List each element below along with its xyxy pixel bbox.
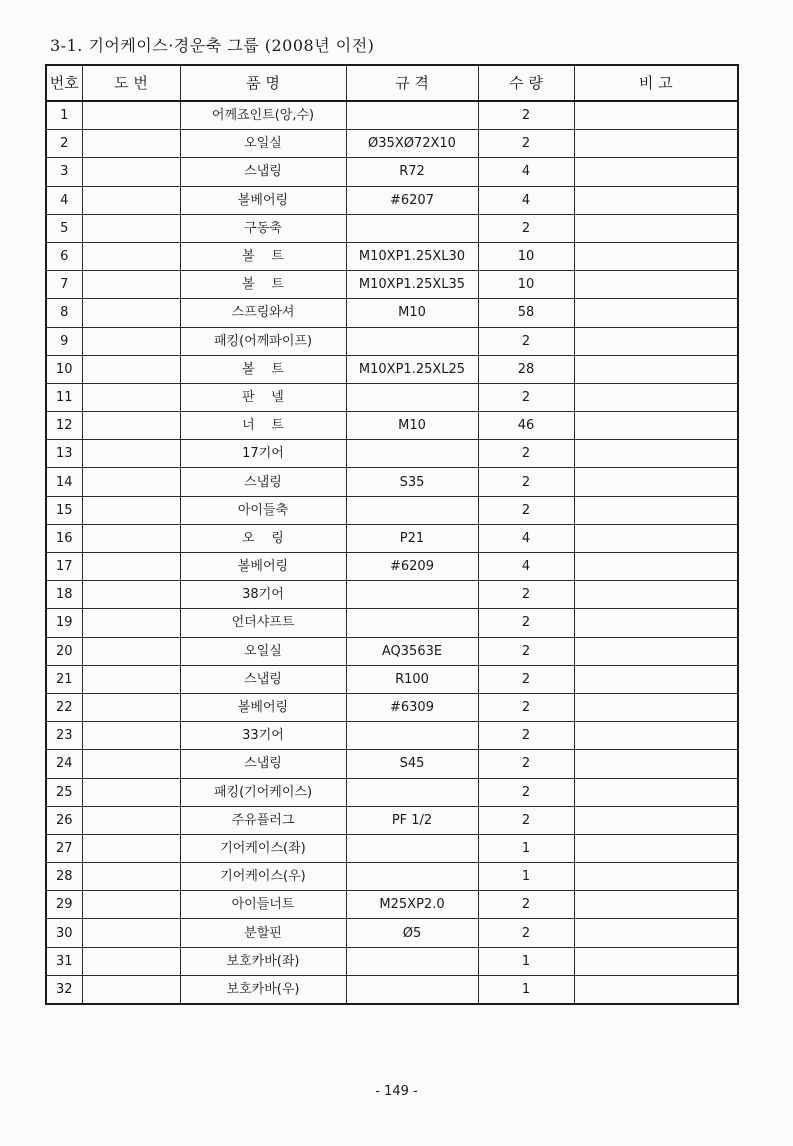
cell-name: 볼 트 — [180, 271, 346, 299]
cell-note — [574, 609, 738, 637]
cell-no: 6 — [46, 242, 82, 270]
cell-spec: R100 — [346, 665, 478, 693]
cell-spec: M10XP1.25XL25 — [346, 355, 478, 383]
cell-qty: 2 — [478, 665, 574, 693]
cell-drawing — [82, 101, 180, 130]
cell-no: 5 — [46, 214, 82, 242]
cell-qty: 46 — [478, 412, 574, 440]
cell-note — [574, 637, 738, 665]
cell-note — [574, 242, 738, 270]
table-row — [46, 158, 738, 186]
parts-table — [45, 64, 739, 1005]
cell-no: 18 — [46, 581, 82, 609]
cell-no: 13 — [46, 440, 82, 468]
table-row — [46, 383, 738, 411]
cell-note — [574, 778, 738, 806]
cell-drawing — [82, 581, 180, 609]
cell-spec — [346, 440, 478, 468]
cell-name: 스프링와셔 — [180, 299, 346, 327]
cell-drawing — [82, 130, 180, 158]
cell-spec — [346, 214, 478, 242]
header-drawing: 도 번 — [82, 65, 180, 101]
cell-note — [574, 524, 738, 552]
cell-spec — [346, 581, 478, 609]
cell-spec: Ø35XØ72X10 — [346, 130, 478, 158]
cell-name: 기어케이스(우) — [180, 863, 346, 891]
cell-name: 볼베어링 — [180, 553, 346, 581]
cell-note — [574, 806, 738, 834]
cell-note — [574, 299, 738, 327]
cell-drawing — [82, 271, 180, 299]
cell-no: 12 — [46, 412, 82, 440]
cell-drawing — [82, 242, 180, 270]
table-row — [46, 355, 738, 383]
cell-note — [574, 440, 738, 468]
cell-note — [574, 214, 738, 242]
cell-drawing — [82, 693, 180, 721]
cell-note — [574, 327, 738, 355]
cell-note — [574, 975, 738, 1004]
cell-spec — [346, 863, 478, 891]
cell-note — [574, 665, 738, 693]
table-row — [46, 863, 738, 891]
table-row — [46, 947, 738, 975]
table-row — [46, 553, 738, 581]
cell-qty: 2 — [478, 496, 574, 524]
cell-no: 8 — [46, 299, 82, 327]
cell-no: 25 — [46, 778, 82, 806]
cell-name: 어께죠인트(앙,수) — [180, 101, 346, 130]
cell-qty: 2 — [478, 101, 574, 130]
cell-no: 29 — [46, 891, 82, 919]
table-row — [46, 242, 738, 270]
table-row — [46, 891, 738, 919]
table-row — [46, 750, 738, 778]
cell-note — [574, 891, 738, 919]
cell-spec — [346, 722, 478, 750]
cell-no: 15 — [46, 496, 82, 524]
cell-no: 9 — [46, 327, 82, 355]
cell-spec — [346, 383, 478, 411]
cell-spec: M10 — [346, 299, 478, 327]
cell-spec: S45 — [346, 750, 478, 778]
cell-no: 23 — [46, 722, 82, 750]
cell-spec: PF 1/2 — [346, 806, 478, 834]
cell-spec — [346, 947, 478, 975]
cell-name: 아이들너트 — [180, 891, 346, 919]
cell-spec — [346, 496, 478, 524]
cell-note — [574, 412, 738, 440]
table-header-row — [46, 65, 738, 101]
table-row — [46, 468, 738, 496]
cell-note — [574, 834, 738, 862]
table-row — [46, 609, 738, 637]
table-body — [46, 101, 738, 1004]
table-row — [46, 524, 738, 552]
cell-no: 26 — [46, 806, 82, 834]
cell-note — [574, 750, 738, 778]
cell-name: 주유플러그 — [180, 806, 346, 834]
cell-drawing — [82, 609, 180, 637]
cell-no: 17 — [46, 553, 82, 581]
cell-drawing — [82, 919, 180, 947]
cell-no: 10 — [46, 355, 82, 383]
cell-name: 아이들축 — [180, 496, 346, 524]
cell-drawing — [82, 299, 180, 327]
cell-spec: P21 — [346, 524, 478, 552]
cell-qty: 2 — [478, 440, 574, 468]
cell-no: 11 — [46, 383, 82, 411]
cell-no: 21 — [46, 665, 82, 693]
cell-drawing — [82, 412, 180, 440]
cell-drawing — [82, 440, 180, 468]
cell-name: 보호카바(우) — [180, 975, 346, 1004]
table-row — [46, 722, 738, 750]
cell-spec — [346, 327, 478, 355]
cell-name: 패킹(어께파이프) — [180, 327, 346, 355]
cell-drawing — [82, 891, 180, 919]
cell-name: 38기어 — [180, 581, 346, 609]
table-row — [46, 214, 738, 242]
cell-drawing — [82, 214, 180, 242]
cell-spec: #6207 — [346, 186, 478, 214]
cell-name: 볼 트 — [180, 355, 346, 383]
table-row — [46, 496, 738, 524]
cell-qty: 2 — [478, 581, 574, 609]
table-row — [46, 806, 738, 834]
cell-spec: AQ3563E — [346, 637, 478, 665]
table-row — [46, 327, 738, 355]
page-title: 3-1. 기어케이스·경운축 그룹 (2008년 이전) — [50, 36, 375, 55]
cell-qty: 1 — [478, 975, 574, 1004]
cell-note — [574, 693, 738, 721]
cell-spec: M10XP1.25XL35 — [346, 271, 478, 299]
header-name: 품 명 — [180, 65, 346, 101]
cell-note — [574, 863, 738, 891]
table-row — [46, 440, 738, 468]
cell-no: 7 — [46, 271, 82, 299]
cell-note — [574, 383, 738, 411]
cell-no: 1 — [46, 101, 82, 130]
cell-qty: 2 — [478, 891, 574, 919]
table-row — [46, 581, 738, 609]
table-row — [46, 919, 738, 947]
cell-no: 27 — [46, 834, 82, 862]
cell-no: 30 — [46, 919, 82, 947]
cell-name: 스냅링 — [180, 750, 346, 778]
cell-name: 언더샤프트 — [180, 609, 346, 637]
cell-spec: #6309 — [346, 693, 478, 721]
cell-drawing — [82, 158, 180, 186]
cell-no: 31 — [46, 947, 82, 975]
cell-note — [574, 553, 738, 581]
cell-drawing — [82, 975, 180, 1004]
cell-note — [574, 919, 738, 947]
cell-qty: 1 — [478, 947, 574, 975]
cell-drawing — [82, 778, 180, 806]
cell-spec — [346, 101, 478, 130]
cell-qty: 1 — [478, 863, 574, 891]
table-row — [46, 975, 738, 1004]
cell-qty: 2 — [478, 806, 574, 834]
cell-drawing — [82, 383, 180, 411]
cell-name: 기어케이스(좌) — [180, 834, 346, 862]
cell-spec: Ø5 — [346, 919, 478, 947]
table-row — [46, 101, 738, 130]
cell-spec: R72 — [346, 158, 478, 186]
cell-qty: 4 — [478, 158, 574, 186]
table-row — [46, 186, 738, 214]
cell-name: 33기어 — [180, 722, 346, 750]
cell-no: 28 — [46, 863, 82, 891]
cell-spec: M10 — [346, 412, 478, 440]
cell-note — [574, 186, 738, 214]
cell-qty: 2 — [478, 722, 574, 750]
cell-note — [574, 130, 738, 158]
cell-name: 볼베어링 — [180, 693, 346, 721]
cell-drawing — [82, 468, 180, 496]
table-row — [46, 665, 738, 693]
table-row — [46, 834, 738, 862]
cell-note — [574, 947, 738, 975]
cell-no: 32 — [46, 975, 82, 1004]
cell-no: 4 — [46, 186, 82, 214]
cell-note — [574, 158, 738, 186]
cell-name: 오 링 — [180, 524, 346, 552]
cell-drawing — [82, 355, 180, 383]
cell-spec: S35 — [346, 468, 478, 496]
cell-drawing — [82, 524, 180, 552]
cell-drawing — [82, 863, 180, 891]
cell-qty: 2 — [478, 214, 574, 242]
cell-no: 14 — [46, 468, 82, 496]
cell-note — [574, 271, 738, 299]
cell-spec — [346, 975, 478, 1004]
table-row — [46, 130, 738, 158]
cell-qty: 2 — [478, 383, 574, 411]
cell-drawing — [82, 947, 180, 975]
cell-spec: M25XP2.0 — [346, 891, 478, 919]
cell-drawing — [82, 496, 180, 524]
cell-qty: 2 — [478, 327, 574, 355]
cell-qty: 2 — [478, 919, 574, 947]
cell-drawing — [82, 665, 180, 693]
header-qty: 수 량 — [478, 65, 574, 101]
table-row — [46, 299, 738, 327]
cell-name: 17기어 — [180, 440, 346, 468]
cell-drawing — [82, 186, 180, 214]
cell-name: 볼 트 — [180, 242, 346, 270]
cell-qty: 10 — [478, 242, 574, 270]
cell-name: 패킹(기어케이스) — [180, 778, 346, 806]
cell-drawing — [82, 806, 180, 834]
cell-no: 3 — [46, 158, 82, 186]
cell-no: 19 — [46, 609, 82, 637]
cell-name: 분할핀 — [180, 919, 346, 947]
cell-qty: 2 — [478, 468, 574, 496]
cell-name: 스냅링 — [180, 468, 346, 496]
cell-no: 20 — [46, 637, 82, 665]
cell-note — [574, 101, 738, 130]
header-note: 비 고 — [574, 65, 738, 101]
cell-no: 16 — [46, 524, 82, 552]
cell-no: 22 — [46, 693, 82, 721]
cell-name: 보호카바(좌) — [180, 947, 346, 975]
page-number: - 149 - — [375, 1084, 418, 1099]
cell-drawing — [82, 722, 180, 750]
cell-note — [574, 581, 738, 609]
cell-no: 2 — [46, 130, 82, 158]
cell-name: 볼베어링 — [180, 186, 346, 214]
cell-drawing — [82, 553, 180, 581]
header-spec: 규 격 — [346, 65, 478, 101]
cell-drawing — [82, 327, 180, 355]
header-no: 번호 — [46, 65, 82, 101]
table-row — [46, 271, 738, 299]
cell-qty: 2 — [478, 693, 574, 721]
cell-qty: 2 — [478, 130, 574, 158]
cell-drawing — [82, 834, 180, 862]
cell-qty: 4 — [478, 524, 574, 552]
cell-spec — [346, 609, 478, 637]
cell-qty: 2 — [478, 778, 574, 806]
cell-name: 오일실 — [180, 130, 346, 158]
cell-qty: 28 — [478, 355, 574, 383]
cell-name: 스냅링 — [180, 665, 346, 693]
table-row — [46, 412, 738, 440]
cell-qty: 4 — [478, 186, 574, 214]
cell-drawing — [82, 637, 180, 665]
cell-drawing — [82, 750, 180, 778]
cell-note — [574, 496, 738, 524]
cell-spec — [346, 778, 478, 806]
cell-qty: 2 — [478, 609, 574, 637]
cell-spec: #6209 — [346, 553, 478, 581]
cell-spec: M10XP1.25XL30 — [346, 242, 478, 270]
cell-name: 너 트 — [180, 412, 346, 440]
cell-qty: 2 — [478, 637, 574, 665]
cell-spec — [346, 834, 478, 862]
cell-qty: 10 — [478, 271, 574, 299]
cell-note — [574, 722, 738, 750]
cell-name: 구동축 — [180, 214, 346, 242]
cell-qty: 4 — [478, 553, 574, 581]
cell-name: 스냅링 — [180, 158, 346, 186]
cell-no: 24 — [46, 750, 82, 778]
cell-name: 오일실 — [180, 637, 346, 665]
cell-name: 판 넬 — [180, 383, 346, 411]
cell-qty: 2 — [478, 750, 574, 778]
cell-qty: 1 — [478, 834, 574, 862]
table-row — [46, 693, 738, 721]
cell-note — [574, 355, 738, 383]
cell-note — [574, 468, 738, 496]
table-row — [46, 637, 738, 665]
cell-qty: 58 — [478, 299, 574, 327]
table-row — [46, 778, 738, 806]
